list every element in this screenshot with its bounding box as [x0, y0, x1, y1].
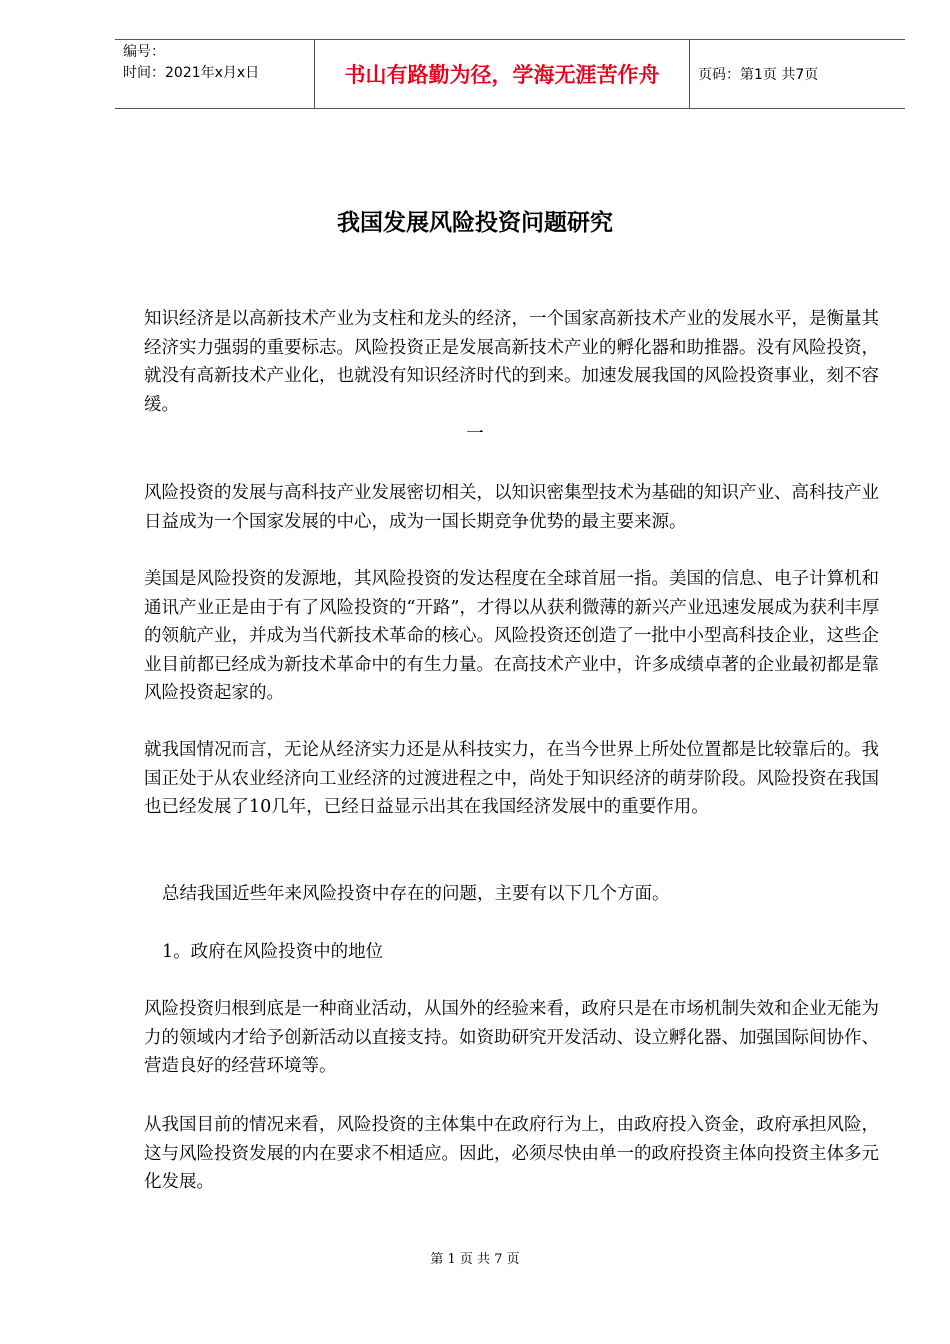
paragraph-1: 知识经济是以高新技术产业为支柱和龙头的经济，一个国家高新技术产业的发展水平，是衡量其经济实力强弱的重要标志。风险投资正是发展高新技术产业的孵化器和助推器。没有风险投资，就没有高新技术产业化，也就没有知识经济时代的到来。加速发展我国的风险投资事业，刻不容缓。: [144, 309, 879, 415]
document-title: 我国发展风险投资问题研究: [337, 210, 613, 236]
section-mark: 一: [466, 424, 484, 444]
paragraph-3: 美国是风险投资的发源地，其风险投资的发达程度在全球首屈一指。美国的信息、电子计算机和通讯产业正是由于有了风险投资的“开路”，才得以从获利微薄的新兴产业迅速发展成为获利丰厚的领航产业，并成为当代新技术革命的核心。风险投资还创造了一批中小型高科技企业，这些企业目前都已经成为新技术革命中的有生力量。在高技术产业中，许多成绩卓著的企业最初都是靠风险投资起家的。: [144, 569, 880, 703]
paragraph-4: 就我国情况而言，无论从经济实力还是从科技实力，在当今世界上所处位置都是比较靠后的。我国正处于从农业经济向工业经济的过渡进程之中，尚处于知识经济的萌芽阶段。风险投资在我国也已经发展了10几年，已经日益显示出其在我国经济发展中的重要作用。: [144, 740, 879, 817]
paragraph-5: 总结我国近些年来风险投资中存在的问题，主要有以下几个方面。: [162, 884, 670, 904]
paragraph-6: 风险投资归根到底是一种商业活动，从国外的经验来看，政府只是在市场机制失效和企业无能为力的领域内才给予创新活动以直接支持。如资助研究开发活动、设立孵化器、加强国际间协作、营造良好的经营环境等。: [144, 999, 879, 1076]
header-left-cell: [115, 40, 315, 108]
page-footer: 第 1 页 共 7 页: [430, 1252, 520, 1267]
header-page-info: 页码：第1页 共7页: [698, 67, 819, 83]
time-label: 时间：2021年x月x日: [123, 65, 260, 81]
paragraph-7: 从我国目前的情况来看，风险投资的主体集中在政府行为上，由政府投入资金，政府承担风险，这与风险投资发展的内在要求不相适应。因此，必须尽快由单一的政府投资主体向投资主体多元化发展。: [144, 1115, 879, 1192]
page-header: [115, 39, 905, 109]
number-label: 编号：: [123, 44, 165, 60]
header-motto: 书山有路勤为径，学海无涯苦作舟: [315, 40, 690, 108]
paragraph-2: 风险投资的发展与高科技产业发展密切相关，以知识密集型技术为基础的知识产业、高科技产业日益成为一个国家发展的中心，成为一国长期竞争优势的最主要来源。: [144, 483, 879, 532]
subheading-1: 1。政府在风险投资中的地位: [162, 942, 384, 962]
